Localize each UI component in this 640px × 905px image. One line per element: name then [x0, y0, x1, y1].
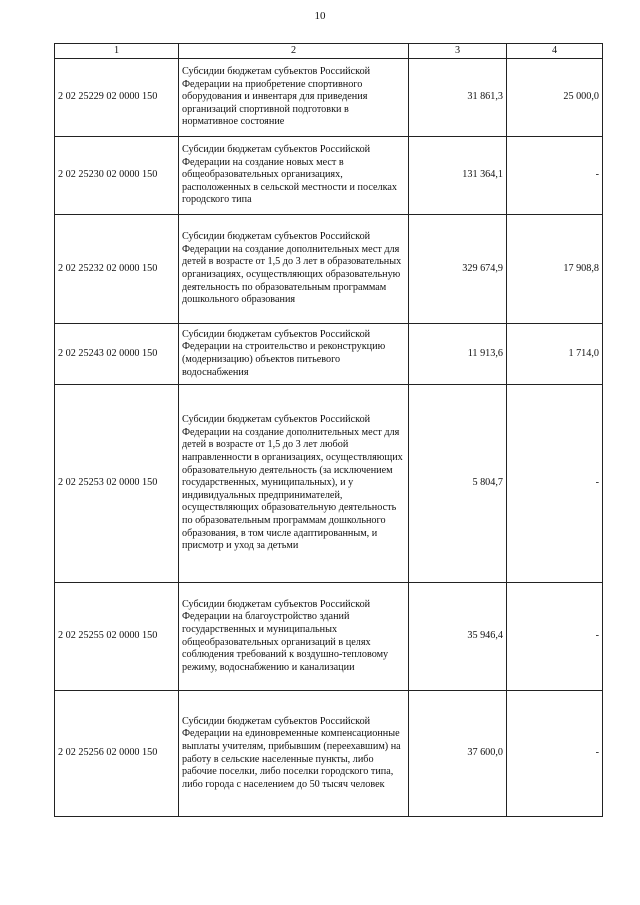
description-cell: Субсидии бюджетам субъектов Российской Федерации на приобретение спортивного оборудования и инвентаря для приведения организаций спортивной подготовки в нормативное состояние — [179, 59, 409, 137]
amount-col3-cell: 329 674,9 — [409, 215, 507, 324]
table-row — [55, 324, 603, 385]
amount-col3-cell: 11 913,6 — [409, 324, 507, 385]
description-cell: Субсидии бюджетам субъектов Российской Федерации на создание дополнительных мест для детей в возрасте от 1,5 до 3 лет любой направленности в организациях, осуществляющих образовательную деятельность (за исключением государственных, муниципальных), и у индивидуальных предпринимателей, осуществляющих образовательную деятельность по образовательным программам дошкольного образования, в том числе адаптированным, и присмотр и уход за детьми — [179, 385, 409, 583]
table-row — [55, 691, 603, 817]
column-header-1: 1 — [55, 44, 179, 59]
table-row — [55, 385, 603, 583]
amount-col3-cell: 31 861,3 — [409, 59, 507, 137]
budget-code-cell: 2 02 25255 02 0000 150 — [55, 583, 179, 691]
amount-col4-cell: - — [507, 137, 603, 215]
amount-col3-cell: 5 804,7 — [409, 385, 507, 583]
page-number: 10 — [314, 10, 326, 22]
table-header-row — [55, 44, 603, 59]
amount-col4-cell: 1 714,0 — [507, 324, 603, 385]
table-row — [55, 137, 603, 215]
budget-code-cell: 2 02 25232 02 0000 150 — [55, 215, 179, 324]
description-cell: Субсидии бюджетам субъектов Российской Федерации на единовременные компенсационные выплаты учителям, прибывшим (переехавшим) на работу в сельские населенные пункты, либо рабочие поселки, либо поселки городского типа, либо города с населением до 50 тысяч человек — [179, 691, 409, 817]
amount-col3-cell: 37 600,0 — [409, 691, 507, 817]
budget-code-cell: 2 02 25253 02 0000 150 — [55, 385, 179, 583]
description-cell: Субсидии бюджетам субъектов Российской Федерации на строительство и реконструкцию (модернизацию) объектов питьевого водоснабжения — [179, 324, 409, 385]
description-cell: Субсидии бюджетам субъектов Российской Федерации на создание новых мест в общеобразовательных организациях, расположенных в сельской местности и поселках городского типа — [179, 137, 409, 215]
amount-col3-cell: 35 946,4 — [409, 583, 507, 691]
budget-code-cell: 2 02 25229 02 0000 150 — [55, 59, 179, 137]
amount-col4-cell: - — [507, 691, 603, 817]
column-header-3: 3 — [409, 44, 507, 59]
table-row — [55, 59, 603, 137]
description-cell: Субсидии бюджетам субъектов Российской Федерации на благоустройство зданий государственных и муниципальных общеобразовательных организаций в целях соблюдения требований к воздушно-тепловому режиму, водоснабжению и канализации — [179, 583, 409, 691]
amount-col3-cell: 131 364,1 — [409, 137, 507, 215]
table-row — [55, 215, 603, 324]
budget-table — [54, 43, 603, 817]
column-header-2: 2 — [179, 44, 409, 59]
budget-code-cell: 2 02 25230 02 0000 150 — [55, 137, 179, 215]
budget-code-cell: 2 02 25256 02 0000 150 — [55, 691, 179, 817]
description-cell: Субсидии бюджетам субъектов Российской Федерации на создание дополнительных мест для детей в возрасте от 1,5 до 3 лет в образовательных организациях, осуществляющих образовательную деятельность по образовательным программам дошкольного образования — [179, 215, 409, 324]
amount-col4-cell: 17 908,8 — [507, 215, 603, 324]
budget-code-cell: 2 02 25243 02 0000 150 — [55, 324, 179, 385]
table-row — [55, 583, 603, 691]
amount-col4-cell: - — [507, 385, 603, 583]
column-header-4: 4 — [507, 44, 603, 59]
amount-col4-cell: 25 000,0 — [507, 59, 603, 137]
amount-col4-cell: - — [507, 583, 603, 691]
